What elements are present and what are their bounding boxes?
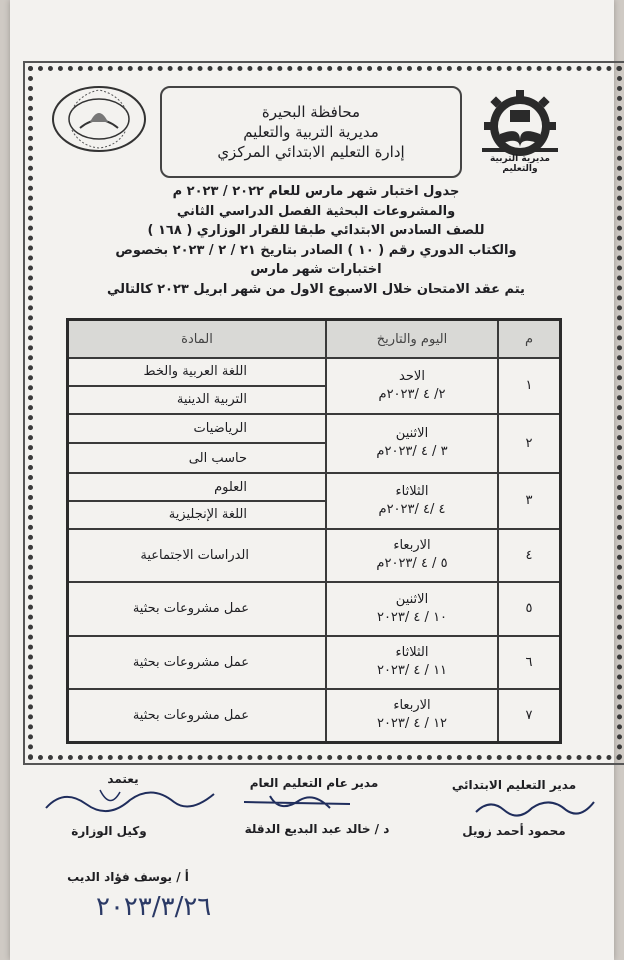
date-value: ١١ / ٤ /٢٠٢٣ (376, 663, 448, 679)
primary-director-name: محمود أحمد زويل (462, 824, 566, 838)
table-header-row (68, 320, 561, 359)
row-date (326, 529, 498, 582)
deputy-name: أ / يوسف فؤاد الديب (67, 870, 189, 884)
intro-line-1: جدول اختبار شهر مارس للعام ٢٠٢٢ / ٢٠٢٣ م (172, 184, 460, 199)
primary-director-title: مدير التعليم الابتدائي (451, 778, 577, 792)
row-number: ٢ (498, 414, 561, 474)
subject-cell: الرياضيات (68, 414, 327, 444)
row-number: ٦ (498, 636, 561, 689)
col-header-date: اليوم والتاريخ (326, 320, 498, 359)
table-row (68, 529, 561, 582)
row-date (326, 358, 498, 414)
day-name: الاحد (399, 368, 425, 384)
general-director-title: مدير عام التعليم العام (249, 776, 379, 790)
intro-line-4: والكتاب الدوري رقم ( ١٠ ) الصادر بتاريخ ٢١ / ٢ / ٢٠٢٣ بخصوص اختبارات شهر مارس (115, 242, 517, 277)
governorate-name: محافظة البحيرة (261, 103, 361, 121)
handwritten-date: ٢٠٢٣/٣/٢٦ (96, 892, 212, 922)
directorate-seal-logo (50, 84, 148, 154)
intro-line-2: والمشروعات البحثية الفصل الدراسي الثاني (176, 203, 456, 219)
subject-cell: العلوم (68, 473, 327, 501)
administration-name: إدارة التعليم الابتدائي المركزي (217, 143, 405, 161)
table-row (68, 358, 561, 386)
row-number: ١ (498, 358, 561, 414)
row-date (326, 636, 498, 689)
day-name: الاربعاء (393, 538, 431, 554)
primary-director-signature (470, 790, 600, 826)
directorate-name: مديرية التربية والتعليم (243, 123, 379, 141)
row-date (326, 689, 498, 743)
day-name: الاربعاء (393, 698, 431, 714)
date-value: ١٢ / ٤ /٢٠٢٣ (376, 716, 448, 732)
table-row (68, 689, 561, 743)
table-row (68, 414, 561, 444)
row-number: ٤ (498, 529, 561, 582)
day-name: الاثنين (395, 591, 429, 607)
col-header-subject: المادة (68, 320, 327, 359)
day-name: الثلاثاء (395, 483, 429, 499)
col-header-number: م (498, 320, 561, 359)
subject-cell: التربية الدينية (68, 386, 327, 414)
intro-line-3: للصف السادس الابتدائي طبقا للقرار الوزاري ( ١٦٨ ) (147, 223, 485, 238)
row-date (326, 473, 498, 529)
subject-cell: عمل مشروعات بحثية (68, 636, 327, 689)
day-name: الثلاثاء (395, 645, 429, 661)
table-row (68, 582, 561, 635)
row-number: ٧ (498, 689, 561, 743)
subject-cell: عمل مشروعات بحثية (68, 582, 327, 635)
intro-line-5: يتم عقد الامتحان خلال الاسبوع الاول من شهر ابريل ٢٠٢٣ كالتالي (107, 281, 525, 297)
subject-cell: اللغة العربية والخط (68, 358, 327, 386)
approval-label: يعتمد (107, 772, 139, 786)
general-director-name: د / خالد عبد البديع الدقلة (244, 822, 390, 836)
date-value: ٥ / ٤ /٢٠٢٣م (376, 556, 448, 572)
subject-cell: حاسب الى (68, 443, 327, 473)
general-director-signature (240, 790, 360, 820)
table-row (68, 473, 561, 501)
ministry-logo-caption: مديرية التربية والتعليم (490, 154, 550, 174)
row-date (326, 414, 498, 474)
subject-cell: الدراسات الاجتماعية (68, 529, 327, 582)
deputy-signature (40, 780, 220, 820)
date-value: ٢/ ٤ /٢٠٢٣م (378, 386, 446, 402)
subject-cell: عمل مشروعات بحثية (68, 689, 327, 743)
deputy-title: وكيل الوزارة (71, 824, 147, 838)
row-date (326, 582, 498, 635)
date-value: ٣ / ٤ /٢٠٢٣م (376, 444, 448, 460)
header-institution (160, 86, 462, 178)
date-value: ٤ /٤ /٢٠٢٣م (378, 501, 446, 517)
exam-intro (96, 182, 536, 299)
row-number: ٥ (498, 582, 561, 635)
day-name: الاثنين (395, 426, 429, 442)
table-row (68, 636, 561, 689)
exam-schedule-table (66, 318, 562, 744)
date-value: ١٠ / ٤ /٢٠٢٣ (376, 609, 448, 625)
row-number: ٣ (498, 473, 561, 529)
subject-cell: اللغة الإنجليزية (68, 501, 327, 529)
